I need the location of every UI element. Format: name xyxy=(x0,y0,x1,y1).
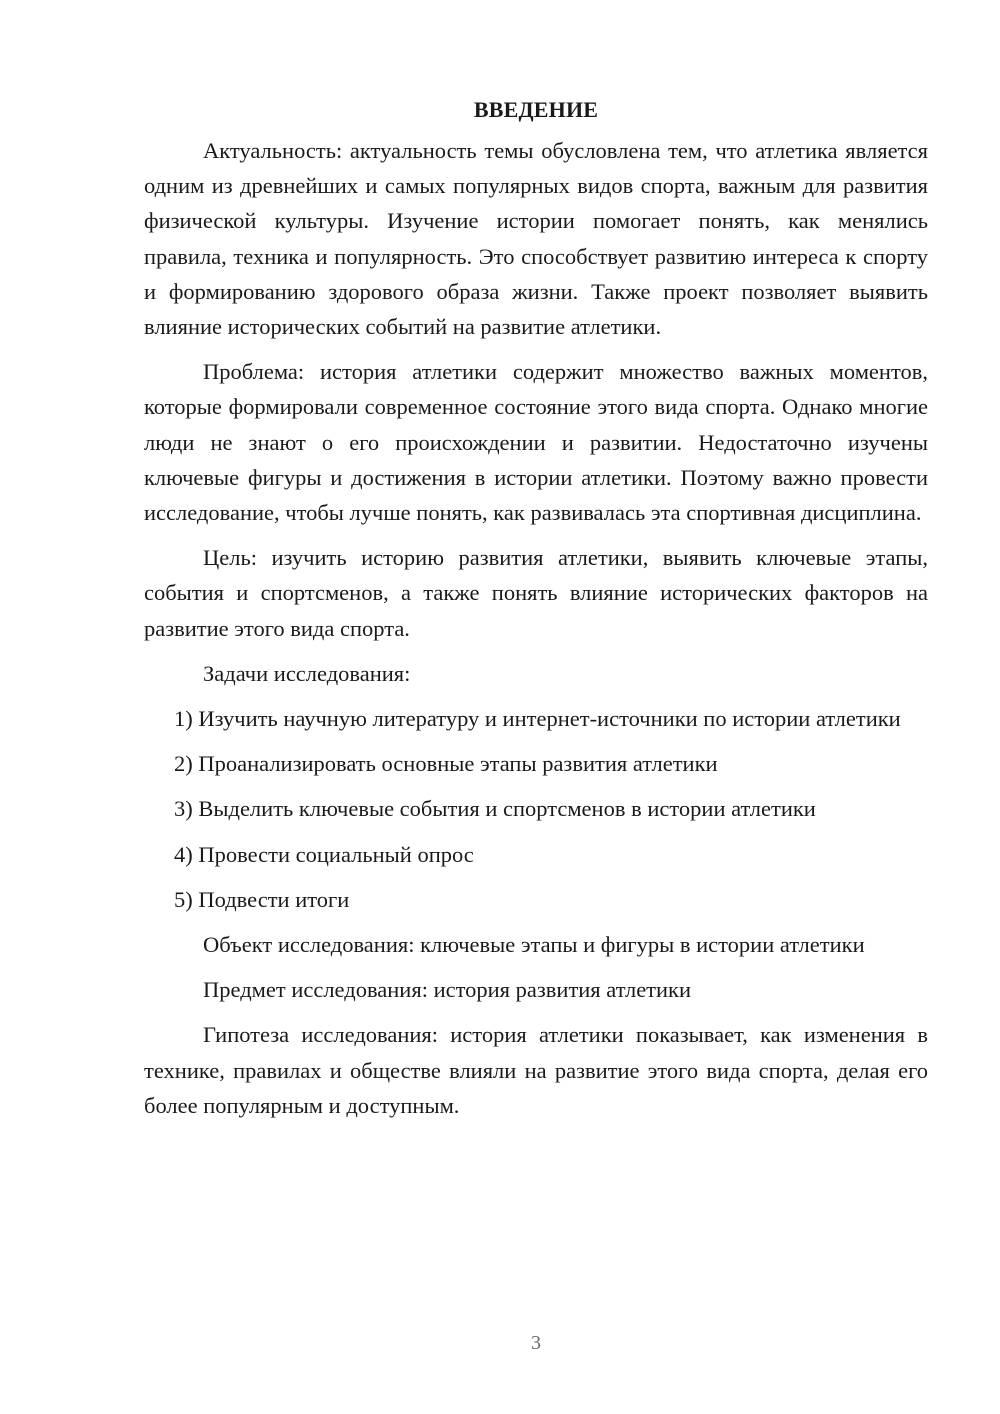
task-item-4: 4) Провести социальный опрос xyxy=(174,841,474,867)
task-item-3: 3) Выделить ключевые события и спортсменов в истории атлетики xyxy=(174,796,816,822)
paragraph-hypothesis: Гипотеза исследования: история атлетики показывает, как изменения в технике, правилах и обществе влияли на развитие этого вида спорта, делая его более популярным и доступным. xyxy=(144,1022,928,1118)
tasks-heading: Задачи исследования: xyxy=(203,660,411,686)
paragraph-relevance: Актуальность: актуальность темы обусловлена тем, что атлетика является одним из древнейших и самых популярных видов спорта, важным для развития физической культуры. Изучение истории помогает понять, как менялись правила, техника и популярность. Это способствует развитию интереса к спорту и формированию здорового образа жизни. Также проект позволяет выявить влияние исторических событий на развитие атлетики. xyxy=(144,138,928,340)
paragraph-problem: Проблема: история атлетики содержит множество важных моментов, которые формировали современное состояние этого вида спорта. Однако многие люди не знают о его происхождении и развитии. Недостаточно изучены ключевые фигуры и достижения в истории атлетики. Поэтому важно провести исследование, чтобы лучше понять, как развивалась эта спортивная дисциплина. xyxy=(144,359,928,526)
task-item-1: 1) Изучить научную литературу и интернет-источники по истории атлетики xyxy=(174,706,901,732)
page-number: 3 xyxy=(531,1332,541,1354)
task-item-2: 2) Проанализировать основные этапы развития атлетики xyxy=(174,751,718,777)
page-title: ВВЕДЕНИЕ xyxy=(473,97,599,122)
task-item-5: 5) Подвести итоги xyxy=(174,886,350,912)
paragraph-object: Объект исследования: ключевые этапы и фигуры в истории атлетики xyxy=(203,932,865,958)
document-page xyxy=(144,92,928,1133)
paragraph-subject: Предмет исследования: история развития атлетики xyxy=(203,977,692,1003)
paragraph-goal: Цель: изучить историю развития атлетики, выявить ключевые этапы, события и спортсменов, а также понять влияние исторических факторов на развитие этого вида спорта. xyxy=(144,545,928,641)
